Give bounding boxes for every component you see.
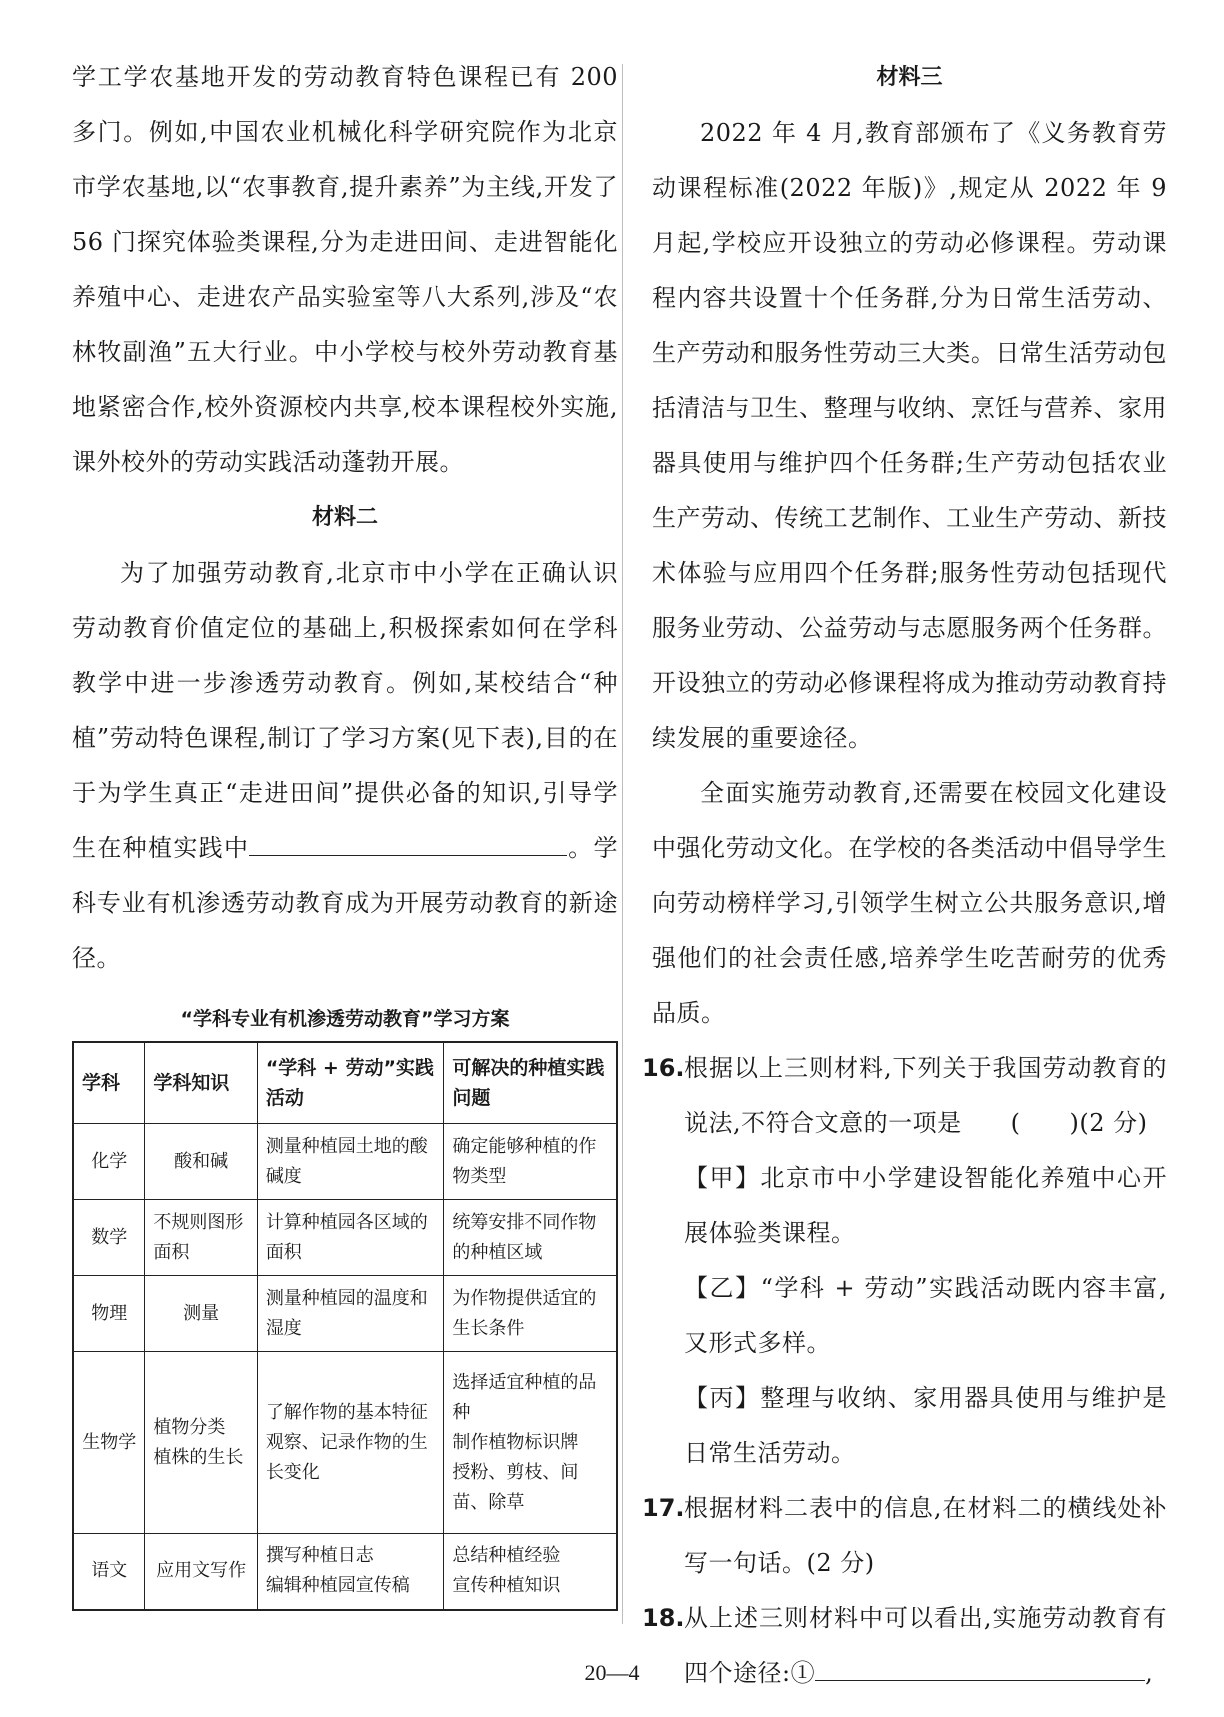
activity-cell: 撰写种植日志 编辑种植园宣传稿 [257,1534,444,1610]
study-plan-table [72,1041,618,1611]
subject-cell: 语文 [73,1534,145,1610]
question-stem: 根据材料二表中的信息,在材料二的横线处补写一句话。(2 分) [684,1494,1167,1577]
activity-cell: 计算种植园各区域的面积 [257,1200,444,1276]
table-header-cell: 可解决的种植实践问题 [444,1042,617,1124]
page-number: 20—4 [584,1660,640,1685]
table-header-cell: 学科 [73,1042,145,1124]
subject-cell: 化学 [73,1124,145,1200]
option-jia[interactable]: 【甲】北京市中小学建设智能化养殖中心开展体验类课程。 [684,1164,1167,1247]
question-stem: 从上述三则材料中可以看出,实施劳动教育有四个途径:① , [684,1604,1167,1687]
knowledge-cell: 不规则图形面积 [145,1200,257,1276]
material-two-text-b: 。学科专业有机渗透劳动教育成为开展劳动教育的新途径。 [72,834,619,972]
problem-cell: 为作物提供适宜的生长条件 [444,1276,617,1352]
question-stem: 根据以上三则材料,下列关于我国劳动教育的说法,不符合文意的一项是 ( )(2 分) [684,1054,1167,1137]
knowledge-cell: 植物分类 植株的生长 [145,1352,257,1534]
question-number: 17. [642,1494,685,1522]
subject-cell: 数学 [73,1200,145,1276]
table-row [73,1534,617,1610]
activity-cell: 了解作物的基本特征 观察、记录作物的生长变化 [257,1352,444,1534]
material-two-heading: 材料二 [311,505,378,530]
column-divider [622,64,623,1624]
material-three-paragraph: 2022 年 4 月,教育部颁布了《义务教育劳动课程标准(2022 年版)》,规定从 2022 年 9 月起,学校应开设独立的劳动必修课程。劳动课程内容共设置十个任务群,分为日常生活劳动、生产劳动和服务性劳动三大类。日常生活劳动包括清洁与卫生、整理与收纳、烹饪与营养、家用器具使用与维护四个任务群;生产劳动包括农业生产劳动、传统工艺制作、工业生产劳动、新技术体验与应用四个任务群;服务性劳动包括现代服务业劳动、公益劳动与志愿服务两个任务群。开设独立的劳动必修课程将成为推动劳动教育持续发展的重要途径。 [652,119,1167,752]
problem-cell: 总结种植经验 宣传种植知识 [444,1534,617,1610]
material-two-text-a: 为了加强劳动教育,北京市中小学在正确认识劳动教育价值定位的基础上,积极探索如何在学科教学中进一步渗透劳动教育。例如,某校结合“种植”劳动特色课程,制订了学习方案(见下表),目的在于为学生真正“走进田间”提供必备的知识,引导学生在种植实践中 [72,559,618,862]
question-17 [642,1481,1167,1591]
activity-cell: 测量种植园土地的酸碱度 [257,1124,444,1200]
question-number: 18. [642,1604,685,1632]
option-yi[interactable]: 【乙】“学科 + 劳动”实践活动既内容丰富,又形式多样。 [684,1274,1167,1357]
table-header-row [73,1042,617,1124]
table-row [73,1200,617,1276]
problem-cell: 选择适宜种植的品种 制作植物标识牌 授粉、剪枝、间苗、除草 [444,1352,617,1534]
material-three-paragraph-2: 全面实施劳动教育,还需要在校园文化建设中强化劳动文化。在学校的各类活动中倡导学生向劳动榜样学习,引领学生树立公共服务意识,增强他们的社会责任感,培养学生吃苦耐劳的优秀品质。 [652,779,1167,1027]
question-16 [642,1041,1167,1481]
table-header-cell: “学科 + 劳动”实践活动 [257,1042,444,1124]
table-row [73,1352,617,1534]
answer-blank-17[interactable] [249,833,567,856]
table-header-cell: 学科知识 [145,1042,257,1124]
material-one-continued: 学工学农基地开发的劳动教育特色课程已有 200 多门。例如,中国农业机械化科学研究院作为北京市学农基地,以“农事教育,提升素养”为主线,开发了 56 门探究体验类课程,分为走进田间、走进智能化养殖中心、走进农产品实验室等八大系列,涉及“农林牧副渔”五大行业。中小学校与校外劳动教育基地紧密合作,校外资源校内共享,校本课程校外实施,课外校外的劳动实践活动蓬勃开展。 [72,63,618,476]
problem-cell: 确定能够种植的作物类型 [444,1124,617,1200]
subject-cell: 生物学 [73,1352,145,1534]
material-two-paragraph [72,546,618,986]
knowledge-cell: 酸和碱 [145,1124,257,1200]
knowledge-cell: 应用文写作 [145,1534,257,1610]
problem-cell: 统筹安排不同作物的种植区域 [444,1200,617,1276]
table-row [73,1124,617,1200]
option-bing[interactable]: 【丙】整理与收纳、家用器具使用与维护是日常生活劳动。 [684,1384,1167,1467]
activity-cell: 测量种植园的温度和湿度 [257,1276,444,1352]
subject-cell: 物理 [73,1276,145,1352]
knowledge-cell: 测量 [145,1276,257,1352]
table-row [73,1276,617,1352]
material-three-heading: 材料三 [876,65,943,90]
left-column [72,50,618,1611]
right-column [642,50,1167,1701]
table-title: “学科专业有机渗透劳动教育”学习方案 [180,1008,510,1030]
question-number: 16. [642,1054,685,1082]
